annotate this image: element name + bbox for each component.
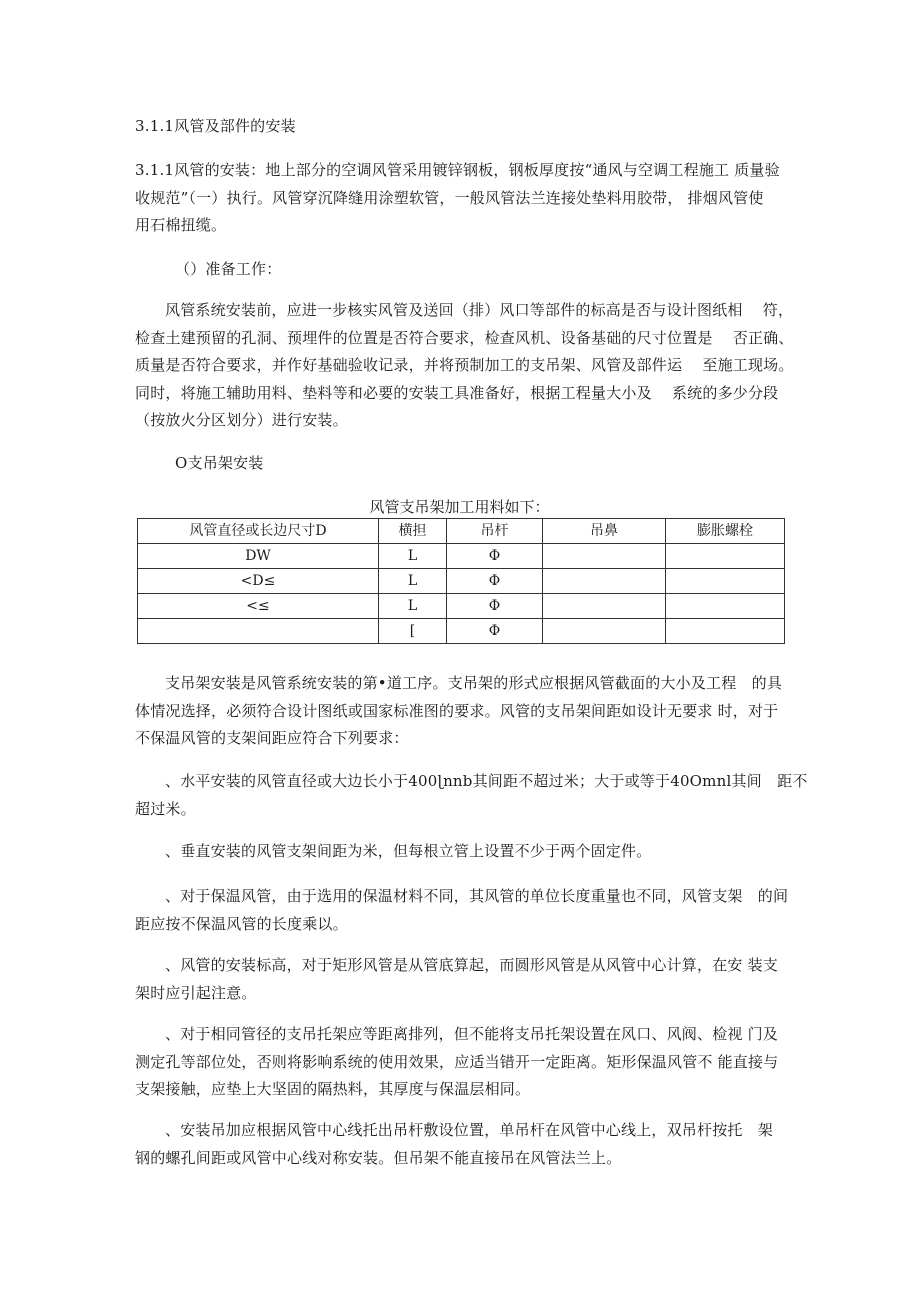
text-line: 、对于相同管径的支吊托架应等距离排列，但不能将支吊托架设置在风口、风阀、检视 门及 bbox=[165, 1025, 778, 1043]
table-cell bbox=[543, 619, 666, 644]
text-line: 、水平安装的风管直径或大边长小于400ɭnnb其间距不超过米；大于或等于40Omnl其间 距不 bbox=[165, 772, 808, 790]
text-line: 检查土建预留的孔洞、预埋件的位置是否符合要求，检查风机、设备基础的尺寸位置是 否正确、 bbox=[135, 328, 794, 347]
support-heading-text: O支吊架安装 bbox=[175, 454, 264, 472]
table-cell: L bbox=[379, 594, 447, 619]
table-cell: L bbox=[379, 569, 447, 594]
text-line: 用石棉扭缆。 bbox=[135, 216, 227, 234]
text-line: 测定孔等部位处，否则将影响系统的使用效果，应适当错开一定距离。矩形保温风管不 能直接与 bbox=[135, 1052, 779, 1071]
support-heading bbox=[175, 450, 825, 478]
table-header-row bbox=[138, 519, 785, 544]
prep-paragraph bbox=[135, 297, 794, 435]
text-line: 、垂直安装的风管支架间距为米，但每根立管上设置不少于两个固定件。 bbox=[165, 842, 652, 860]
header-cell: 吊杆 bbox=[447, 519, 543, 544]
table-cell: <≤ bbox=[138, 594, 379, 619]
text-line: 同时，将施工辅助用料、垫料等和必要的安装工具准备好，根据工程量大小及 系统的多少分段 bbox=[135, 383, 779, 402]
table-cell: Φ bbox=[447, 594, 543, 619]
item-paragraph-4 bbox=[135, 952, 785, 1007]
table-cell bbox=[543, 594, 666, 619]
table-cell: DW bbox=[138, 544, 379, 569]
text-line: 架时应引起注意。 bbox=[135, 983, 257, 1002]
table-cell: Φ bbox=[447, 544, 543, 569]
table-cell: Φ bbox=[447, 619, 543, 644]
table-cell bbox=[543, 544, 666, 569]
table-cell bbox=[543, 569, 666, 594]
item-paragraph-2 bbox=[135, 838, 785, 866]
text-line: 风管系统安装前，应进一步核实风管及送回（排）风口等部件的标高是否与设计图纸相 符， bbox=[165, 301, 794, 319]
heading-text: 3.1.1风管及部件的安装 bbox=[135, 117, 296, 135]
table-cell bbox=[666, 594, 785, 619]
prep-heading bbox=[175, 256, 825, 284]
header-cell: 横担 bbox=[379, 519, 447, 544]
text-line: 支吊架安装是风管系统安装的第•道工序。支吊架的形式应根据风管截面的大小及工程 的具 bbox=[165, 674, 783, 692]
text-line: 、安装吊加应根据风管中心线托出吊杆敷设位置，单吊杆在风管中心线上，双吊杆按托 架 bbox=[165, 1121, 774, 1139]
text-line: 收规范”（一）执行。风管穿沉降缝用涂塑软管，一般风管法兰连接处垫料用胶带， 排烟风管使 bbox=[135, 188, 764, 207]
text-line: 不保温风管的支架间距应符合下列要求： bbox=[135, 729, 409, 747]
table-cell bbox=[666, 569, 785, 594]
text-line: 支架接触，应垫上大坚固的隔热料，其厚度与保温层相同。 bbox=[135, 1080, 531, 1098]
text-line: 体情况选择，必须符合设计图纸或国家标准图的要求。风管的支吊架间距如设计无要求 时，对于 bbox=[135, 701, 779, 720]
header-cell: 膨胀螺栓 bbox=[666, 519, 785, 544]
item-paragraph-3 bbox=[135, 883, 789, 938]
text-line: 质量是否符合要求，并作好基础验收记录，并将预制加工的支吊架、风管及部件运 至施工现场。 bbox=[135, 356, 794, 374]
section-heading bbox=[135, 113, 785, 141]
table-cell: <D≤ bbox=[138, 569, 379, 594]
text-line: 3.1.1风管的安装：地上部分的空调风管采用镀锌钢板，钢板厚度按“通风与空调工程施工 质量验 bbox=[135, 161, 780, 179]
text-line: 超过米。 bbox=[135, 799, 196, 818]
table-caption: 风管支吊架加工用料如下： bbox=[369, 498, 550, 516]
text-line: 、风管的安装标高，对于矩形风管是从管底算起，而圆形风管是从风管中心计算，在安 装支 bbox=[165, 956, 778, 974]
table-row bbox=[138, 544, 785, 569]
table-cell bbox=[666, 544, 785, 569]
prep-heading-text: （）准备工作： bbox=[175, 260, 282, 278]
item-paragraph-1 bbox=[135, 768, 808, 823]
table-cell: [ bbox=[379, 619, 447, 644]
text-line: 距应按不保温风管的长度乘以。 bbox=[135, 914, 348, 933]
text-line: （按放火分区划分）进行安装。 bbox=[135, 411, 348, 429]
header-cell: 吊鼻 bbox=[543, 519, 666, 544]
text-line: 钢的螺孔间距或风管中心线对称安装。但吊架不能直接吊在风管法兰上。 bbox=[135, 1148, 622, 1167]
intro-paragraph bbox=[135, 157, 785, 240]
item-paragraph-6 bbox=[135, 1117, 785, 1172]
item-paragraph-5 bbox=[135, 1021, 785, 1104]
table-row bbox=[138, 594, 785, 619]
support-paragraph bbox=[135, 670, 785, 753]
table-row bbox=[138, 619, 785, 644]
header-cell: 风管直径或长边尺寸D bbox=[138, 519, 379, 544]
table-cell: L bbox=[379, 544, 447, 569]
table-cell: Φ bbox=[447, 569, 543, 594]
table-cell bbox=[138, 619, 379, 644]
table-cell bbox=[666, 619, 785, 644]
table-row bbox=[138, 569, 785, 594]
material-table bbox=[137, 518, 785, 644]
text-line: 、对于保温风管，由于选用的保温材料不同，其风管的单位长度重量也不同，风管支架 的间 bbox=[165, 887, 789, 905]
